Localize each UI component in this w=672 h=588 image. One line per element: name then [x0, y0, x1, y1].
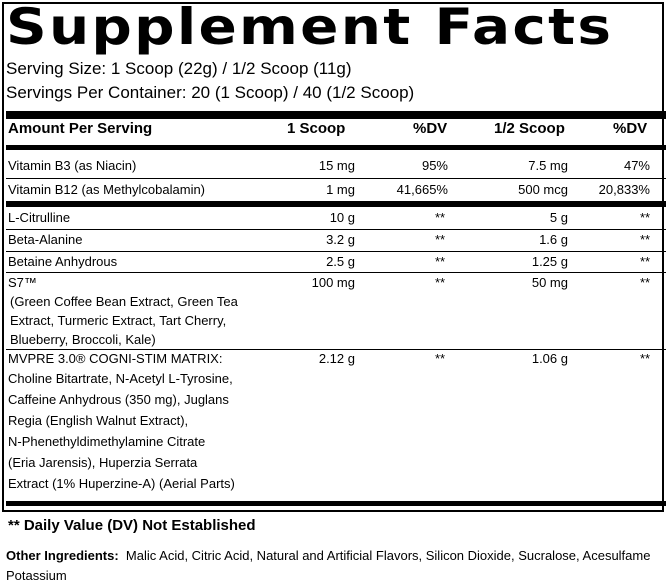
vitamins-divider	[6, 201, 666, 207]
thick-divider	[6, 111, 666, 119]
row-dv-half: **	[639, 232, 651, 247]
other-ingredients-label: Other Ingredients:	[6, 548, 119, 563]
row-divider	[6, 178, 666, 179]
row-amount-half: 1.25 g	[531, 254, 568, 269]
row-dv-half: 47%	[623, 158, 650, 173]
row-dv-half: **	[639, 254, 651, 269]
row-amount-half: 1.6 g	[539, 232, 568, 247]
header-divider	[6, 145, 666, 150]
row-name: Betaine Anhydrous	[8, 254, 118, 269]
s7-line: Blueberry, Broccoli, Kale)	[10, 332, 156, 347]
header-dv-half: %DV	[613, 120, 648, 137]
row-dv-one: **	[434, 351, 446, 366]
other-ingredients	[6, 546, 666, 586]
daily-value-footnote: ** Daily Value (DV) Not Established	[8, 517, 256, 534]
row-amount-half: 7.5 mg	[528, 158, 568, 173]
row-amount-one: 100 mg	[311, 275, 355, 290]
row-dv-half: **	[639, 351, 651, 366]
row-amount-half: 500 mcg	[518, 182, 568, 197]
row-amount-one: 10 g	[329, 210, 355, 225]
serving-size: Serving Size: 1 Scoop (22g) / 1/2 Scoop (11g)	[6, 59, 352, 78]
row-dv-one: **	[434, 232, 446, 247]
row-amount-half: 1.06 g	[531, 351, 568, 366]
row-name: Vitamin B3 (as Niacin)	[8, 158, 137, 173]
matrix-description	[8, 368, 235, 494]
row-divider	[6, 251, 666, 252]
row-amount-one: 3.2 g	[326, 232, 355, 247]
bottom-divider	[6, 501, 666, 506]
row-name: Beta-Alanine	[8, 232, 83, 247]
panel-title: Supplement Facts	[6, 0, 614, 56]
header-one-scoop: 1 Scoop	[287, 120, 346, 137]
s7-description	[10, 292, 238, 349]
row-dv-one: **	[434, 210, 446, 225]
matrix-line: Choline Bitartrate, N-Acetyl L-Tyrosine,	[8, 371, 233, 386]
row-divider	[6, 272, 666, 273]
header-half-scoop: 1/2 Scoop	[494, 120, 565, 137]
row-name: S7™	[8, 275, 37, 290]
row-dv-half: **	[639, 210, 651, 225]
row-dv-one: **	[434, 275, 446, 290]
matrix-line: (Eria Jarensis), Huperzia Serrata	[8, 455, 198, 470]
matrix-line: Caffeine Anhydrous (350 mg), Juglans	[8, 392, 229, 407]
row-name: MVPRE 3.0® COGNI-STIM MATRIX:	[8, 351, 223, 366]
matrix-line: Extract (1% Huperzine-A) (Aerial Parts)	[8, 476, 235, 491]
row-dv-one: 95%	[421, 158, 448, 173]
s7-line: (Green Coffee Bean Extract, Green Tea	[10, 294, 238, 309]
header-dv-one: %DV	[413, 120, 448, 137]
header-amount: Amount Per Serving	[8, 120, 153, 137]
row-amount-one: 2.5 g	[326, 254, 355, 269]
row-amount-one: 1 mg	[326, 182, 355, 197]
servings-per-container: Servings Per Container: 20 (1 Scoop) / 40 (1/2 Scoop)	[6, 83, 415, 102]
row-name: Vitamin B12 (as Methylcobalamin)	[8, 182, 206, 197]
row-amount-one: 2.12 g	[318, 351, 355, 366]
other-ingredients-text: Malic Acid, Citric Acid, Natural and Artificial Flavors, Silicon Dioxide, Sucralose, Acesulfame Potassium	[6, 548, 651, 583]
matrix-line: Regia (English Walnut Extract),	[8, 413, 189, 428]
row-amount-one: 15 mg	[318, 158, 355, 173]
row-divider	[6, 229, 666, 230]
row-dv-one: **	[434, 254, 446, 269]
row-amount-half: 50 mg	[531, 275, 568, 290]
matrix-line: N-Phenethyldimethylamine Citrate	[8, 434, 206, 449]
row-amount-half: 5 g	[549, 210, 568, 225]
row-dv-half: 20,833%	[598, 182, 650, 197]
row-divider	[6, 349, 666, 350]
row-dv-one: 41,665%	[396, 182, 448, 197]
s7-line: Extract, Turmeric Extract, Tart Cherry,	[10, 313, 227, 328]
row-name: L-Citrulline	[8, 210, 71, 225]
row-dv-half: **	[639, 275, 651, 290]
